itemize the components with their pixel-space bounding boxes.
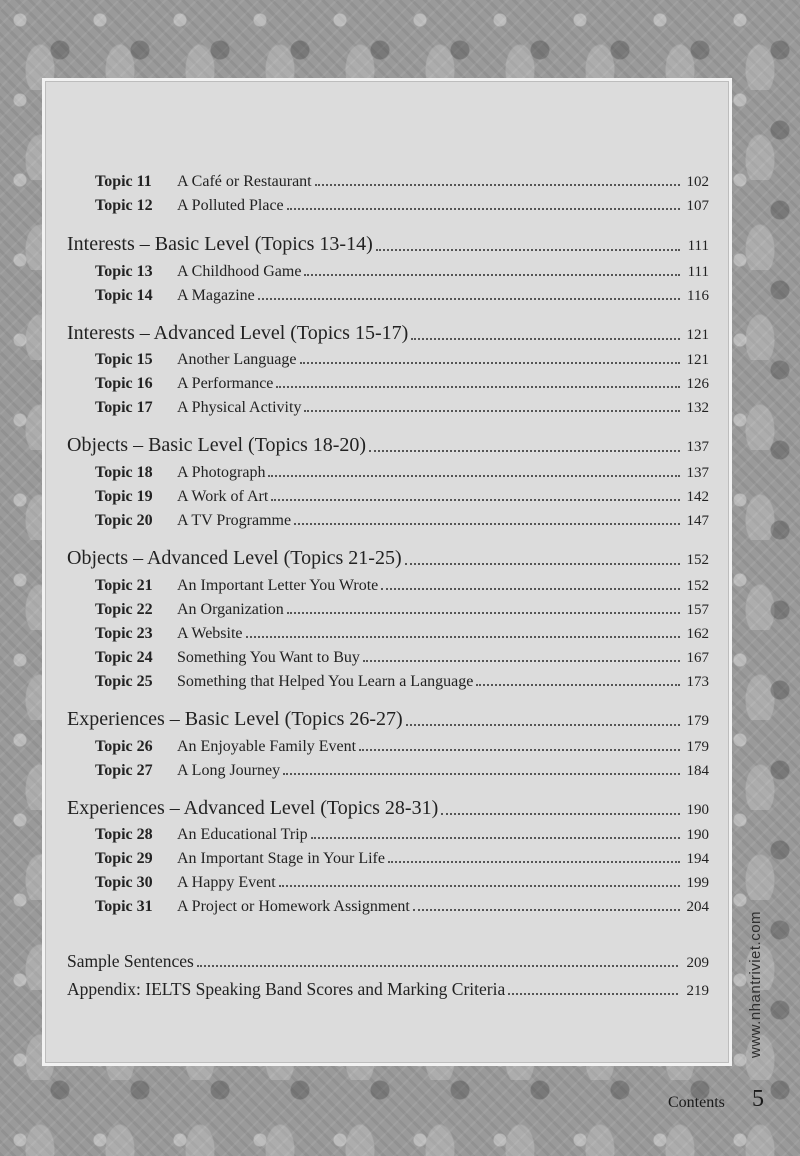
entry-title: A Project or Homework Assignment	[177, 898, 410, 915]
entry-title: A TV Programme	[177, 512, 292, 529]
dot-leader	[376, 248, 680, 251]
topic-number: Topic 25	[95, 673, 153, 690]
topic-number: Topic 27	[95, 762, 153, 779]
entry-page-number: 137	[686, 439, 709, 455]
topic-number: Topic 14	[95, 287, 153, 304]
dot-leader	[411, 337, 680, 340]
toc-section-row[interactable]	[67, 547, 709, 570]
entry-title: A Website	[177, 625, 243, 642]
dot-leader	[441, 812, 680, 815]
toc-topic-row[interactable]	[95, 512, 709, 530]
topic-number: Topic 21	[95, 577, 153, 594]
toc-topic-row[interactable]	[95, 601, 709, 619]
topic-number: Topic 28	[95, 826, 153, 843]
entry-page-number: 190	[686, 802, 709, 818]
toc-topic-row[interactable]	[95, 464, 709, 482]
dot-leader	[268, 474, 680, 477]
dot-leader	[300, 361, 680, 364]
entry-page-number: 204	[686, 899, 709, 915]
toc-section-row[interactable]	[67, 434, 709, 457]
dot-leader	[304, 273, 680, 276]
entry-title: A Happy Event	[177, 874, 276, 891]
toc-topic-row[interactable]	[95, 874, 709, 892]
section-title: Interests – Basic Level (Topics 13-14)	[67, 233, 373, 255]
dot-leader	[311, 836, 680, 839]
toc-topic-row[interactable]	[95, 287, 709, 305]
entry-page-number: 152	[686, 552, 709, 568]
entry-page-number: 147	[686, 513, 709, 529]
entry-page-number: 121	[686, 327, 709, 343]
topic-number: Topic 19	[95, 488, 153, 505]
section-title: Experiences – Basic Level (Topics 26-27)	[67, 708, 403, 730]
dot-leader	[287, 611, 680, 614]
topic-number: Topic 22	[95, 601, 153, 618]
entry-title: A Polluted Place	[177, 197, 284, 214]
entry-title: A Physical Activity	[177, 399, 302, 416]
topic-number: Topic 24	[95, 649, 153, 666]
dot-leader	[283, 772, 680, 775]
section-title: Experiences – Advanced Level (Topics 28-31)	[67, 797, 439, 819]
dot-leader	[279, 884, 680, 887]
entry-title: A Long Journey	[177, 762, 281, 779]
entry-title: A Magazine	[177, 287, 255, 304]
entry-page-number: 132	[686, 400, 709, 416]
dot-leader	[287, 207, 680, 210]
entry-title: A Performance	[177, 375, 274, 392]
entry-page-number: 111	[687, 238, 709, 254]
dot-leader	[294, 522, 680, 525]
toc-topic-row[interactable]	[95, 577, 709, 595]
footer-label: Contents	[668, 1094, 725, 1111]
dot-leader	[258, 297, 680, 300]
topic-number: Topic 16	[95, 375, 153, 392]
toc-extra-row[interactable]	[67, 951, 709, 972]
toc-topic-row[interactable]	[95, 263, 709, 281]
dot-leader	[405, 562, 680, 565]
dot-leader	[315, 183, 680, 186]
dot-leader	[406, 723, 680, 726]
entry-page-number: 152	[686, 578, 709, 594]
topic-number: Topic 15	[95, 351, 153, 368]
toc-topic-row[interactable]	[95, 898, 709, 916]
topic-number: Topic 13	[95, 263, 153, 280]
entry-page-number: 102	[686, 174, 709, 190]
toc-section-row[interactable]	[67, 797, 709, 820]
entry-page-number: 121	[686, 352, 709, 368]
toc-panel	[42, 78, 732, 1066]
entry-page-number: 173	[686, 674, 709, 690]
entry-page-number: 167	[686, 650, 709, 666]
dot-leader	[271, 498, 680, 501]
section-title: Interests – Advanced Level (Topics 15-17)	[67, 322, 409, 344]
toc-topic-row[interactable]	[95, 625, 709, 643]
entry-page-number: 107	[686, 198, 709, 214]
dot-leader	[508, 992, 678, 995]
entry-page-number: 126	[686, 376, 709, 392]
entry-page-number: 111	[687, 264, 709, 280]
dot-leader	[276, 385, 680, 388]
entry-title: Something You Want to Buy	[177, 649, 360, 666]
topic-number: Topic 12	[95, 197, 153, 214]
entry-page-number: 142	[686, 489, 709, 505]
entry-page-number: 184	[686, 763, 709, 779]
toc-topic-row[interactable]	[95, 826, 709, 844]
topic-number: Topic 18	[95, 464, 153, 481]
entry-page-number: 219	[686, 983, 709, 999]
entry-page-number: 209	[686, 955, 709, 971]
entry-title: A Work of Art	[177, 488, 269, 505]
entry-title: Another Language	[177, 351, 297, 368]
toc-topic-row[interactable]	[95, 673, 709, 691]
dot-leader	[246, 635, 680, 638]
entry-page-number: 116	[687, 288, 709, 304]
topic-number: Topic 26	[95, 738, 153, 755]
section-title: Objects – Advanced Level (Topics 21-25)	[67, 547, 402, 569]
dot-leader	[388, 860, 680, 863]
toc-topic-row[interactable]	[95, 738, 709, 756]
entry-page-number: 179	[686, 739, 709, 755]
dot-leader	[369, 449, 680, 452]
dot-leader	[476, 683, 680, 686]
page-number: 5	[752, 1086, 764, 1112]
dot-leader	[381, 587, 680, 590]
topic-number: Topic 30	[95, 874, 153, 891]
dot-leader	[304, 409, 680, 412]
entry-title: Appendix: IELTS Speaking Band Scores and Marking Criteria	[67, 979, 506, 999]
entry-page-number: 179	[686, 713, 709, 729]
entry-page-number: 162	[686, 626, 709, 642]
entry-title: An Educational Trip	[177, 826, 308, 843]
section-title: Objects – Basic Level (Topics 18-20)	[67, 434, 367, 456]
toc-extra-row[interactable]	[67, 979, 709, 1000]
toc-section-row[interactable]	[67, 322, 709, 345]
entry-title: An Organization	[177, 601, 284, 618]
toc-section-row[interactable]	[67, 708, 709, 731]
entry-page-number: 199	[686, 875, 709, 891]
entry-page-number: 157	[686, 602, 709, 618]
topic-number: Topic 23	[95, 625, 153, 642]
entry-title: An Enjoyable Family Event	[177, 738, 357, 755]
watermark: www.nhantriviet.com	[747, 910, 764, 1058]
toc-topic-row[interactable]	[95, 762, 709, 780]
entry-title: A Childhood Game	[177, 263, 302, 280]
topic-number: Topic 11	[95, 173, 152, 190]
toc-topic-row[interactable]	[95, 375, 709, 393]
toc-topic-row[interactable]	[95, 399, 709, 417]
entry-page-number: 137	[686, 465, 709, 481]
toc-topic-row[interactable]	[95, 649, 709, 667]
topic-number: Topic 17	[95, 399, 153, 416]
entry-page-number: 190	[686, 827, 709, 843]
toc-topic-row[interactable]	[95, 351, 709, 369]
topic-number: Topic 29	[95, 850, 153, 867]
topic-number: Topic 31	[95, 898, 153, 915]
entry-page-number: 194	[686, 851, 709, 867]
dot-leader	[359, 748, 680, 751]
entry-title: A Photograph	[177, 464, 266, 481]
toc-topic-row[interactable]	[95, 488, 709, 506]
entry-title: An Important Stage in Your Life	[177, 850, 385, 867]
dot-leader	[413, 908, 680, 911]
toc-topic-row[interactable]	[95, 197, 709, 215]
topic-number: Topic 20	[95, 512, 153, 529]
dot-leader	[197, 964, 678, 967]
toc-topic-row[interactable]	[95, 173, 709, 191]
toc-topic-row[interactable]	[95, 850, 709, 868]
entry-title: An Important Letter You Wrote	[177, 577, 379, 594]
toc-section-row[interactable]	[67, 233, 709, 256]
dot-leader	[363, 659, 680, 662]
entry-title: Sample Sentences	[67, 951, 194, 971]
entry-title: Something that Helped You Learn a Language	[177, 673, 474, 690]
entry-title: A Café or Restaurant	[177, 173, 312, 190]
